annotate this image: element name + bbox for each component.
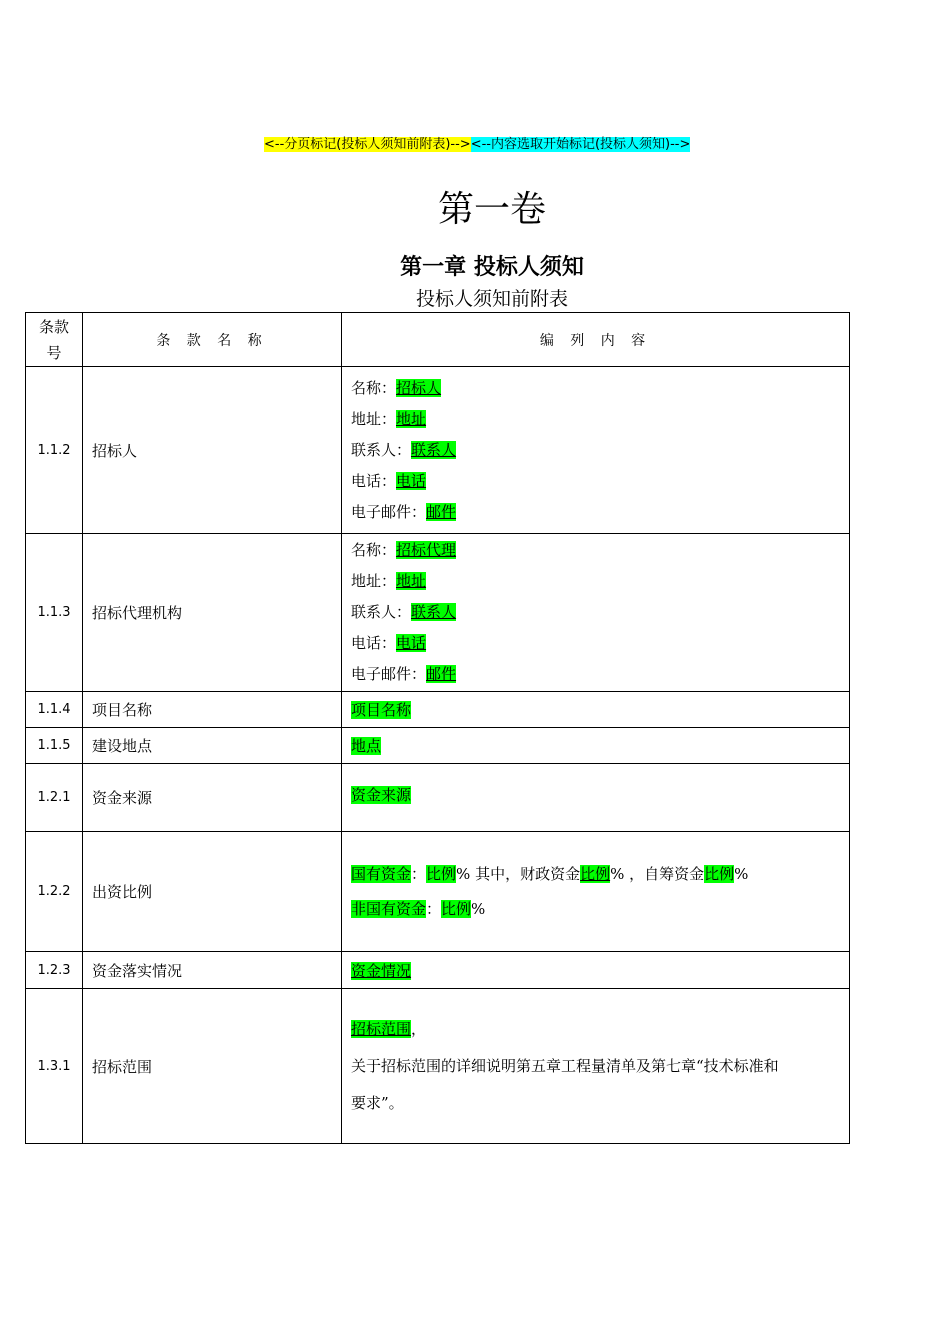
table-row — [26, 952, 850, 989]
ratio-text: % — [471, 899, 486, 918]
clause-no: 1.2.1 — [26, 764, 83, 832]
nonstate-fund-label: 非国有资金 — [351, 899, 427, 918]
clause-name: 项目名称 — [83, 692, 342, 728]
field-placeholder: 招标代理 — [396, 541, 457, 559]
email-line — [351, 659, 849, 690]
scope-line — [351, 1011, 849, 1048]
ratio-placeholder: 比例 — [704, 864, 735, 883]
clause-content — [342, 832, 850, 952]
table-row — [26, 728, 850, 764]
ratio-placeholder: 比例 — [580, 864, 611, 883]
clause-content — [342, 952, 850, 989]
field-placeholder: 地点 — [351, 737, 382, 755]
clause-no: 1.1.5 — [26, 728, 83, 764]
ratio-text: % ，自筹资金 — [610, 864, 705, 883]
line-label: 联系人： — [351, 603, 412, 621]
table-row — [26, 832, 850, 952]
comma: ， — [411, 1019, 427, 1038]
ratio-placeholder: 比例 — [426, 864, 457, 883]
table-row — [26, 764, 850, 832]
clause-name: 出资比例 — [83, 832, 342, 952]
clause-no: 1.1.2 — [26, 367, 83, 534]
line-label: 名称： — [351, 378, 397, 397]
field-placeholder: 电话 — [396, 634, 427, 652]
scope-desc-line1: 关于招标范围的详细说明第五章工程量清单及第七章“技术标准和 — [351, 1056, 779, 1075]
clause-content — [342, 534, 850, 692]
field-placeholder: 邮件 — [426, 665, 457, 683]
clause-content — [342, 367, 850, 534]
header-content: 编 列 内 容 — [342, 313, 850, 367]
clause-name: 建设地点 — [83, 728, 342, 764]
line-label: 联系人： — [351, 440, 412, 459]
clause-name: 招标人 — [83, 367, 342, 534]
field-placeholder: 电话 — [396, 471, 427, 490]
clause-no: 1.1.3 — [26, 534, 83, 692]
clause-no: 1.2.2 — [26, 832, 83, 952]
field-placeholder: 联系人 — [411, 603, 457, 621]
state-fund-line — [351, 857, 849, 892]
clause-no: 1.1.4 — [26, 692, 83, 728]
field-placeholder: 地址 — [396, 572, 427, 590]
clause-no: 1.2.3 — [26, 952, 83, 989]
name-line — [351, 373, 849, 404]
clause-name: 资金来源 — [83, 764, 342, 832]
table-header-row — [26, 313, 850, 367]
ratio-placeholder: 比例 — [441, 899, 472, 918]
clause-no: 1.3.1 — [26, 989, 83, 1144]
header-name: 条 款 名 称 — [83, 313, 342, 367]
ratio-text: % 其中，财政资金 — [456, 864, 581, 883]
table-row — [26, 367, 850, 534]
address-line — [351, 566, 849, 597]
nonstate-fund-line — [351, 892, 849, 927]
clause-content — [342, 989, 850, 1144]
field-placeholder: 地址 — [396, 409, 427, 428]
volume-title: 第一卷 — [437, 189, 546, 230]
field-placeholder: 招标范围 — [351, 1019, 412, 1038]
field-placeholder: 资金来源 — [351, 786, 412, 804]
scope-desc-line2: 要求”。 — [351, 1093, 404, 1112]
name-line — [351, 535, 849, 566]
table-row — [26, 534, 850, 692]
line-label: 名称： — [351, 541, 397, 559]
clause-name: 招标范围 — [83, 989, 342, 1144]
line-label: 地址： — [351, 572, 397, 590]
table-row — [26, 989, 850, 1144]
field-placeholder: 邮件 — [426, 502, 457, 521]
colon: ： — [411, 864, 427, 883]
field-placeholder: 联系人 — [411, 440, 457, 459]
clause-content — [342, 692, 850, 728]
ratio-text: % — [734, 864, 749, 883]
line-label: 电子邮件： — [351, 665, 427, 683]
content-start-marker: <--内容选取开始标记(投标人须知)--> — [470, 137, 691, 152]
line-label: 电话： — [351, 471, 397, 490]
phone-line — [351, 628, 849, 659]
header-no-cell — [26, 313, 83, 367]
contact-line — [351, 435, 849, 466]
field-placeholder: 资金情况 — [351, 961, 412, 980]
clause-name: 招标代理机构 — [83, 534, 342, 692]
clause-name: 资金落实情况 — [83, 952, 342, 989]
contact-line — [351, 597, 849, 628]
line-label: 电话： — [351, 634, 397, 652]
table-row — [26, 692, 850, 728]
table-title: 投标人须知前附表 — [415, 288, 568, 310]
clause-content — [342, 728, 850, 764]
email-line — [351, 497, 849, 528]
marker-line — [264, 136, 690, 154]
field-placeholder: 招标人 — [396, 378, 442, 397]
chapter-title: 第一章 投标人须知 — [400, 255, 584, 280]
header-no: 条款号 — [38, 317, 69, 362]
state-fund-label: 国有资金 — [351, 864, 412, 883]
clause-content — [342, 764, 850, 832]
line-label: 地址： — [351, 409, 397, 428]
front-attachment-table — [25, 312, 850, 1144]
field-placeholder: 项目名称 — [351, 701, 412, 719]
address-line — [351, 404, 849, 435]
phone-line — [351, 466, 849, 497]
page-break-marker: <--分页标记(投标人须知前附表)--> — [264, 137, 471, 152]
line-label: 电子邮件： — [351, 502, 427, 521]
colon: ： — [426, 899, 442, 918]
